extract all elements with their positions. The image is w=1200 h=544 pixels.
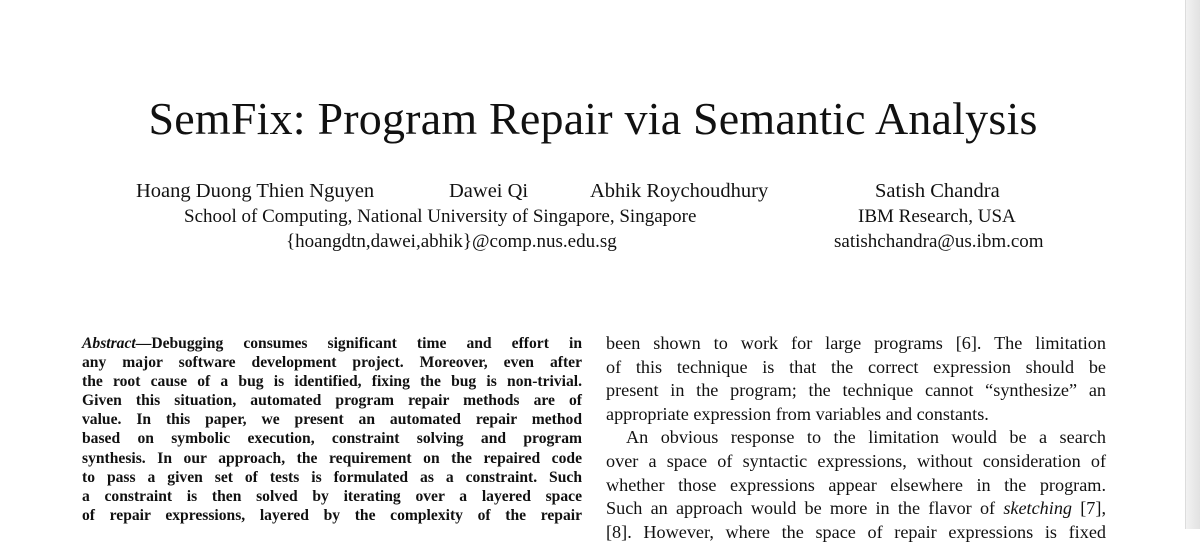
body-text: Such an approach would be more in the flavor of bbox=[606, 498, 1004, 519]
abstract-line: synthesis. In our approach, the requirement on the repaired code bbox=[82, 449, 582, 467]
abstract-line: Given this situation, automated program repair methods are of bbox=[82, 392, 582, 410]
affiliation-ibm: IBM Research, USA bbox=[858, 206, 1016, 227]
body-line: [8]. However, where the space of repair expressions is fixed bbox=[606, 521, 1106, 542]
author-name-chandra: Satish Chandra bbox=[875, 180, 1000, 202]
body-text-right-column bbox=[606, 332, 1106, 544]
body-line: been shown to work for large programs [6]. The limitation bbox=[606, 333, 1106, 353]
body-line: whether those expressions appear elsewhere in the program. bbox=[606, 474, 1106, 495]
abstract-line: any major software development project. Moreover, even after bbox=[82, 354, 582, 372]
abstract-dash: — bbox=[135, 335, 152, 352]
author-name-nguyen: Hoang Duong Thien Nguyen bbox=[136, 180, 375, 202]
body-line: An obvious response to the limitation would be a search bbox=[626, 427, 1106, 448]
author-name-roychoudhury: Abhik Roychoudhury bbox=[590, 180, 769, 202]
abstract-label: Abstract bbox=[82, 335, 136, 352]
abstract-line bbox=[82, 334, 582, 353]
sketching-emphasis: sketching bbox=[1003, 498, 1073, 519]
body-line: of this technique is that the correct expression should be bbox=[606, 356, 1106, 377]
body-line: appropriate expression from variables and constants. bbox=[606, 403, 989, 424]
abstract-line: value. In this paper, we present an automated repair method bbox=[82, 411, 582, 429]
body-line bbox=[606, 497, 1106, 521]
abstract-line: a constraint is then solved by iterating over a layered space bbox=[82, 487, 582, 505]
abstract-text: Debugging consumes significant time and effort in bbox=[151, 335, 582, 352]
body-line: over a space of syntactic expressions, without consideration of bbox=[606, 450, 1106, 471]
abstract-line: to pass a given set of tests is formulated as a constraint. Such bbox=[82, 468, 582, 486]
body-line: present in the program; the technique cannot “synthesize” an bbox=[606, 380, 1106, 401]
email-ibm: satishchandra@us.ibm.com bbox=[834, 231, 1044, 252]
page-edge-shadow bbox=[1185, 0, 1200, 529]
body-text: [7], bbox=[1072, 498, 1106, 519]
email-nus: {hoangdtn,dawei,abhik}@comp.nus.edu.sg bbox=[286, 231, 617, 252]
abstract-line: of repair expressions, layered by the complexity of the repair bbox=[82, 506, 582, 524]
affiliation-nus: School of Computing, National University of Singapore, Singapore bbox=[184, 206, 697, 227]
author-name-qi: Dawei Qi bbox=[449, 180, 529, 202]
paper-title: SemFix: Program Repair via Semantic Analysis bbox=[148, 93, 1038, 144]
abstract-line: based on symbolic execution, constraint solving and program bbox=[82, 430, 582, 448]
abstract-section bbox=[82, 334, 582, 525]
abstract-line: the root cause of a bug is identified, fixing the bug is non-trivial. bbox=[82, 373, 582, 391]
